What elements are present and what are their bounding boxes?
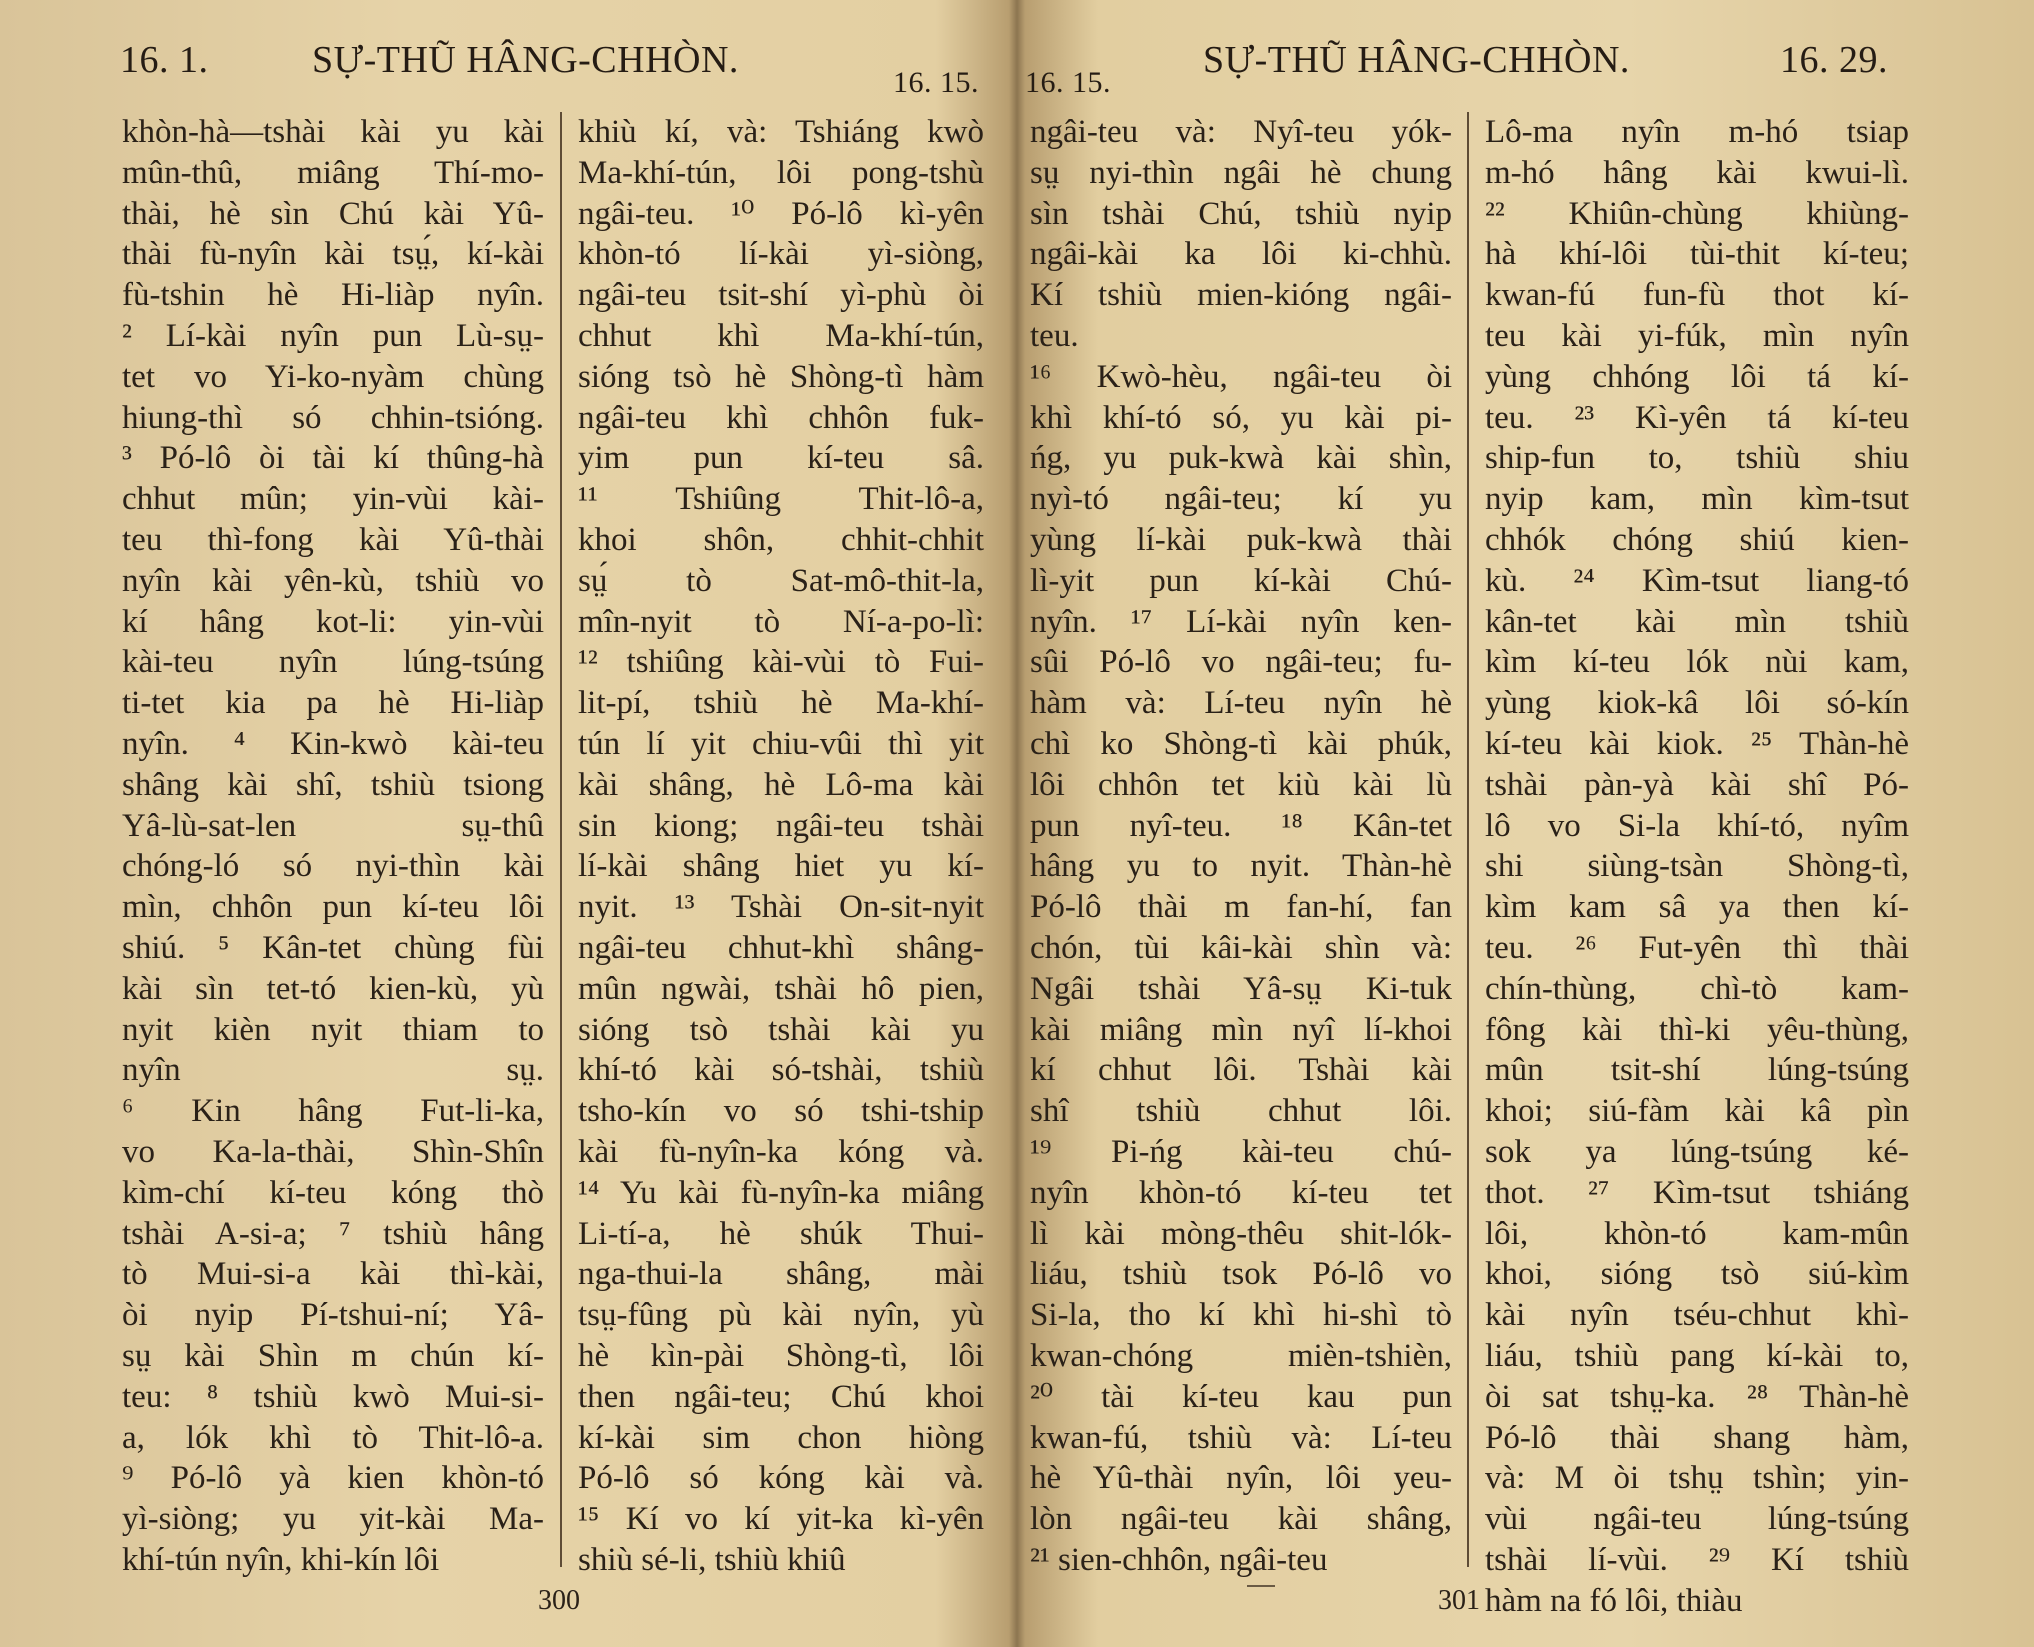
text-line: chì ko Shòng-tì kài phúk, (1030, 725, 1452, 762)
text-line: tò Mui-si-a kài thì-kài, (122, 1256, 544, 1293)
right-page-column-2 (1485, 112, 1909, 1621)
left-page-column-rule (560, 112, 562, 1567)
right-page-running-title: SỰ-THŨ HÂNG-CHHÒN. (1203, 39, 1630, 81)
text-line: mîn-nyit tò Ní-a-po-lì: (578, 603, 984, 640)
text-line: chhut khì Ma-khí-tún, (578, 317, 984, 354)
text-line: teu kài yi-fúk, mìn nyîn (1485, 317, 1909, 354)
text-line: ² Lí-kài nyîn pun Lù-sṳ- (122, 317, 544, 354)
text-line: hàm và: Lí-teu nyîn hè (1030, 685, 1452, 722)
text-line: hâng yu to nyit. Thàn-hè (1030, 848, 1452, 885)
text-line: sìn tshài Chú, tshiù nyip (1030, 195, 1452, 232)
text-line: teu thì-fong kài Yû-thài (122, 521, 544, 558)
text-line: lí-kài shâng hiet yu kí- (578, 848, 984, 885)
text-line: Pó-lô thài m fan-hí, fan (1030, 889, 1452, 926)
text-line: ³ Pó-lô òi tài kí thûng-hà (122, 440, 544, 477)
text-line: teu: ⁸ tshiù kwò Mui-si- (122, 1378, 544, 1415)
text-line: sin kiong; ngâi-teu tshài (578, 807, 984, 844)
text-line: yì-siòng; yu yit-kài Ma- (122, 1501, 544, 1538)
text-line: kí-teu kài kiok. ²⁵ Thàn-hè (1485, 725, 1909, 762)
text-line: khoi shôn, chhit-chhit (578, 521, 984, 558)
text-line: liáu, tshiù pang kí-kài to, (1485, 1337, 1909, 1374)
text-line: sṳ́ tò Sat-mô-thit-la, (578, 562, 984, 599)
text-line: sṳ nyi-thìn ngâi hè chung (1030, 154, 1452, 191)
text-line: khoi; siú-fàm kài kâ pìn (1485, 1093, 1909, 1130)
text-line: vo Ka-la-thài, Shìn-Shîn (122, 1133, 544, 1170)
text-line: ńg, yu puk-kwà kài shìn, (1030, 440, 1452, 477)
text-line: kwan-chóng mièn-tshièn, (1030, 1337, 1452, 1374)
text-line: vùi ngâi-teu lúng-tsúng (1485, 1501, 1909, 1538)
text-line: teu. (1030, 317, 1079, 354)
text-line: ngâi-teu chhut-khì shâng- (578, 929, 984, 966)
text-line: lì-yit pun kí-kài Chú- (1030, 562, 1452, 599)
text-line: kân-tet kài mìn tshiù (1485, 603, 1909, 640)
text-line: ¹⁹ Pi-ńg kài-teu chú- (1030, 1133, 1452, 1170)
text-line: ²² Khiûn-chùng khiùng- (1485, 195, 1909, 232)
text-line: ²¹ sien-chhôn, ngâi-teu (1030, 1541, 1328, 1578)
text-line: yùng chhóng lôi tá kí- (1485, 358, 1909, 395)
text-line: kài sìn tet-tó kien-kù, yù (122, 970, 544, 1007)
text-line: tshài pàn-yà kài shî Pó- (1485, 766, 1909, 803)
text-line: ¹⁶ Kwò-hèu, ngâi-teu òi (1030, 358, 1452, 395)
text-line: a, lók khì tò Thit-lô-a. (122, 1419, 544, 1456)
text-line: hiung-thì só chhin-tsióng. (122, 399, 544, 436)
text-line: kwan-fú fun-fù thot kí- (1485, 277, 1909, 314)
text-line: kài-teu nyîn lúng-tsúng (122, 644, 544, 681)
text-line: chín-thùng, chì-tò kam- (1485, 970, 1909, 1007)
text-line: nyîn. ⁴ Kin-kwò kài-teu (122, 725, 544, 762)
text-line: lòn ngâi-teu kài shâng, (1030, 1501, 1452, 1538)
text-line: ngâi-teu tsit-shí yì-phù òi (578, 277, 984, 314)
left-page-running-title: SỰ-THŨ HÂNG-CHHÒN. (312, 39, 739, 81)
text-line: kù. ²⁴ Kìm-tsut liang-tó (1485, 562, 1909, 599)
text-line: kài miâng mìn nyî lí-khoi (1030, 1011, 1452, 1048)
text-line: chóng-ló só nyi-thìn kài (122, 848, 544, 885)
text-line: và: M òi tshṳ tshìn; yin- (1485, 1460, 1909, 1497)
right-page-chapter-verse: 16. 29. (1780, 39, 1888, 81)
text-line: kài shâng, hè Lô-ma kài (578, 766, 984, 803)
text-line: thot. ²⁷ Kìm-tsut tshiáng (1485, 1174, 1909, 1211)
text-line: kí chhut lôi. Tshài kài (1030, 1052, 1452, 1089)
text-line: kí hâng kot-li: yin-vùi (122, 603, 544, 640)
text-line: kìm kí-teu lók nùi kam, (1485, 644, 1909, 681)
text-line: ¹¹ Tshiûng Thit-lô-a, (578, 481, 984, 518)
text-line: nyit. ¹³ Tshài On-sit-nyit (578, 889, 984, 926)
text-line: khòn-hà—tshài kài yu kài (122, 114, 544, 150)
text-line: pun nyî-teu. ¹⁸ Kân-tet (1030, 807, 1452, 844)
text-line: sûi Pó-lô vo ngâi-teu; fu- (1030, 644, 1452, 681)
text-line: ⁹ Pó-lô yà kien khòn-tó (122, 1460, 544, 1497)
text-line: nyîn khòn-tó kí-teu tet (1030, 1174, 1452, 1211)
left-page-column-2 (578, 112, 984, 1581)
text-line: khoi, sióng tsò siú-kìm (1485, 1256, 1909, 1293)
text-line: mûn tsit-shí lúng-tsúng (1485, 1052, 1909, 1089)
text-line: yim pun kí-teu sâ. (578, 440, 984, 477)
left-page-verse-marker: 16. 15. (893, 66, 979, 99)
right-page-column-1 (1030, 112, 1452, 1581)
right-page-column-rule (1467, 112, 1469, 1567)
right-page-verse-marker: 16. 15. (1025, 66, 1111, 99)
text-line: teu. ²³ Kì-yên tá kí-teu (1485, 399, 1909, 436)
text-line: khiù kí, và: Tshiáng kwò (578, 114, 984, 150)
text-line: nyip kam, mìn kìm-tsut (1485, 481, 1909, 518)
text-line: ²⁰ tài kí-teu kau pun (1030, 1378, 1452, 1415)
text-line: khí-tún nyîn, khi-kín lôi (122, 1541, 440, 1578)
text-line: tsṳ-fûng pù kài nyîn, yù (578, 1297, 984, 1334)
text-line: lôi, khòn-tó kam-mûn (1485, 1215, 1909, 1252)
text-line: yùng lí-kài puk-kwà thài (1030, 521, 1452, 558)
text-line: Pó-lô thài shang hàm, (1485, 1419, 1909, 1456)
text-line: ⁶ Kin hâng Fut-li-ka, (122, 1093, 544, 1130)
left-page-chapter-verse: 16. 1. (120, 39, 209, 81)
text-line: hàm na fó lôi, thiàu (1485, 1582, 1743, 1619)
text-line: shâng kài shî, tshiù tsiong (122, 766, 544, 803)
text-line: tet vo Yi-ko-nyàm chùng (122, 358, 544, 395)
text-line: chón, tùi kâi-kài shìn và: (1030, 929, 1452, 966)
text-line: lôi chhôn tet kiù kài lù (1030, 766, 1452, 803)
text-line: yùng kiok-kâ lôi só-kín (1485, 685, 1909, 722)
text-line: nyîn. ¹⁷ Lí-kài nyîn ken- (1030, 603, 1452, 640)
text-line: thài, hè sìn Chú kài Yû- (122, 195, 544, 232)
text-line: kìm-chí kí-teu kóng thò (122, 1174, 544, 1211)
text-line: m-hó hâng kài kwui-lì. (1485, 154, 1909, 191)
text-line: mûn-thû, miâng Thí-mo- (122, 154, 544, 191)
text-line: then ngâi-teu; Chú khoi (578, 1378, 984, 1415)
right-page (1015, 0, 2034, 1647)
text-line: tún lí yit chiu-vûi thì yit (578, 725, 984, 762)
text-line: mûn ngwài, tshài hô pien, (578, 970, 984, 1007)
text-line: ngâi-kài ka lôi ki-chhù. (1030, 236, 1452, 273)
text-line: nyì-tó ngâi-teu; kí yu (1030, 481, 1452, 518)
left-page (0, 0, 1005, 1647)
text-line: Ngâi tshài Yâ-sṳ Ki-tuk (1030, 970, 1452, 1007)
text-line: kài nyîn tséu-chhut khì- (1485, 1297, 1909, 1334)
left-page-column-1 (122, 112, 544, 1581)
text-line: khòn-tó lí-kài yì-siòng, (578, 236, 984, 273)
text-line: òi nyip Pí-tshui-ní; Yâ- (122, 1297, 544, 1334)
text-line: Pó-lô só kóng kài và. (578, 1460, 984, 1497)
text-line: sióng tsò hè Shòng-tì hàm (578, 358, 984, 395)
text-line: tshài lí-vùi. ²⁹ Kí tshiù (1485, 1541, 1909, 1578)
text-line: liáu, tshiù tsok Pó-lô vo (1030, 1256, 1452, 1293)
text-line: kìm kam sâ ya then kí- (1485, 889, 1909, 926)
text-line: nyîn kài yên-kù, tshiù vo (122, 562, 544, 599)
text-line: kwan-fú, tshiù và: Lí-teu (1030, 1419, 1452, 1456)
right-page-footer-mark (1247, 1585, 1275, 1587)
text-line: sióng tsò tshài kài yu (578, 1011, 984, 1048)
text-line: chhók chóng shiú kien- (1485, 521, 1909, 558)
text-line: thài fù-nyîn kài tsṳ́, kí-kài (122, 236, 544, 273)
text-line: ngâi-teu và: Nyî-teu yók- (1030, 114, 1452, 150)
text-line: tsho-kín vo só tshi-tship (578, 1093, 984, 1130)
text-line: shi siùng-tsàn Shòng-tì, (1485, 848, 1909, 885)
text-line: hà khí-lôi tùi-thit kí-teu; (1485, 236, 1909, 273)
text-line: ngâi-teu khì chhôn fuk- (578, 399, 984, 436)
text-line: shiù sé-li, tshiù khiû (578, 1541, 846, 1578)
text-line: Yâ-lù-sat-len sṳ-thû (122, 807, 544, 844)
text-line: ship-fun to, tshiù shiu (1485, 440, 1909, 477)
text-line: teu. ²⁶ Fut-yên thì thài (1485, 929, 1909, 966)
text-line: khì khí-tó só, yu kài pi- (1030, 399, 1452, 436)
text-line: sok ya lúng-tsúng ké- (1485, 1133, 1909, 1170)
text-line: nyîn sṳ. (122, 1052, 544, 1089)
text-line: fù-tshin hè Hi-liàp nyîn. (122, 277, 544, 314)
text-line: chhut mûn; yin-vùi kài- (122, 481, 544, 518)
text-line: ¹⁴ Yu kài fù-nyîn-ka miâng (578, 1174, 984, 1211)
text-line: Lô-ma nyîn m-hó tsiap (1485, 114, 1909, 150)
text-line: kài fù-nyîn-ka kóng và. (578, 1133, 984, 1170)
text-line: shî tshiù chhut lôi. (1030, 1093, 1452, 1130)
text-line: lô vo Si-la khí-tó, nyîm (1485, 807, 1909, 844)
text-line: fông kài thì-ki yêu-thùng, (1485, 1011, 1909, 1048)
text-line: ngâi-teu. ¹⁰ Pó-lô kì-yên (578, 195, 984, 232)
text-line: Ma-khí-tún, lôi pong-tshù (578, 154, 984, 191)
text-line: lì kài mòng-thêu shit-lók- (1030, 1215, 1452, 1252)
text-line: Li-tí-a, hè shúk Thui- (578, 1215, 984, 1252)
text-line: ¹² tshiûng kài-vùi tò Fui- (578, 644, 984, 681)
left-page-number: 300 (538, 1585, 580, 1616)
text-line: sṳ kài Shìn m chún kí- (122, 1337, 544, 1374)
text-line: kí-kài sim chon hiòng (578, 1419, 984, 1456)
text-line: òi sat tshṳ-ka. ²⁸ Thàn-hè (1485, 1378, 1909, 1415)
text-line: nyit kièn nyit thiam to (122, 1011, 544, 1048)
text-line: ti-tet kia pa hè Hi-liàp (122, 685, 544, 722)
text-line: mìn, chhôn pun kí-teu lôi (122, 889, 544, 926)
text-line: Kí tshiù mien-kióng ngâi- (1030, 277, 1452, 314)
text-line: lit-pí, tshiù hè Ma-khí- (578, 685, 984, 722)
text-line: Si-la, tho kí khì hi-shì tò (1030, 1297, 1452, 1334)
text-line: khí-tó kài só-tshài, tshiù (578, 1052, 984, 1089)
text-line: hè Yû-thài nyîn, lôi yeu- (1030, 1460, 1452, 1497)
text-line: tshài A-si-a; ⁷ tshiù hâng (122, 1215, 544, 1252)
text-line: nga-thui-la shâng, mài (578, 1256, 984, 1293)
text-line: shiú. ⁵ Kân-tet chùng fùi (122, 929, 544, 966)
text-line: ¹⁵ Kí vo kí yit-ka kì-yên (578, 1501, 984, 1538)
text-line: hè kìn-pài Shòng-tì, lôi (578, 1337, 984, 1374)
right-page-number: 301 (1438, 1585, 1480, 1616)
